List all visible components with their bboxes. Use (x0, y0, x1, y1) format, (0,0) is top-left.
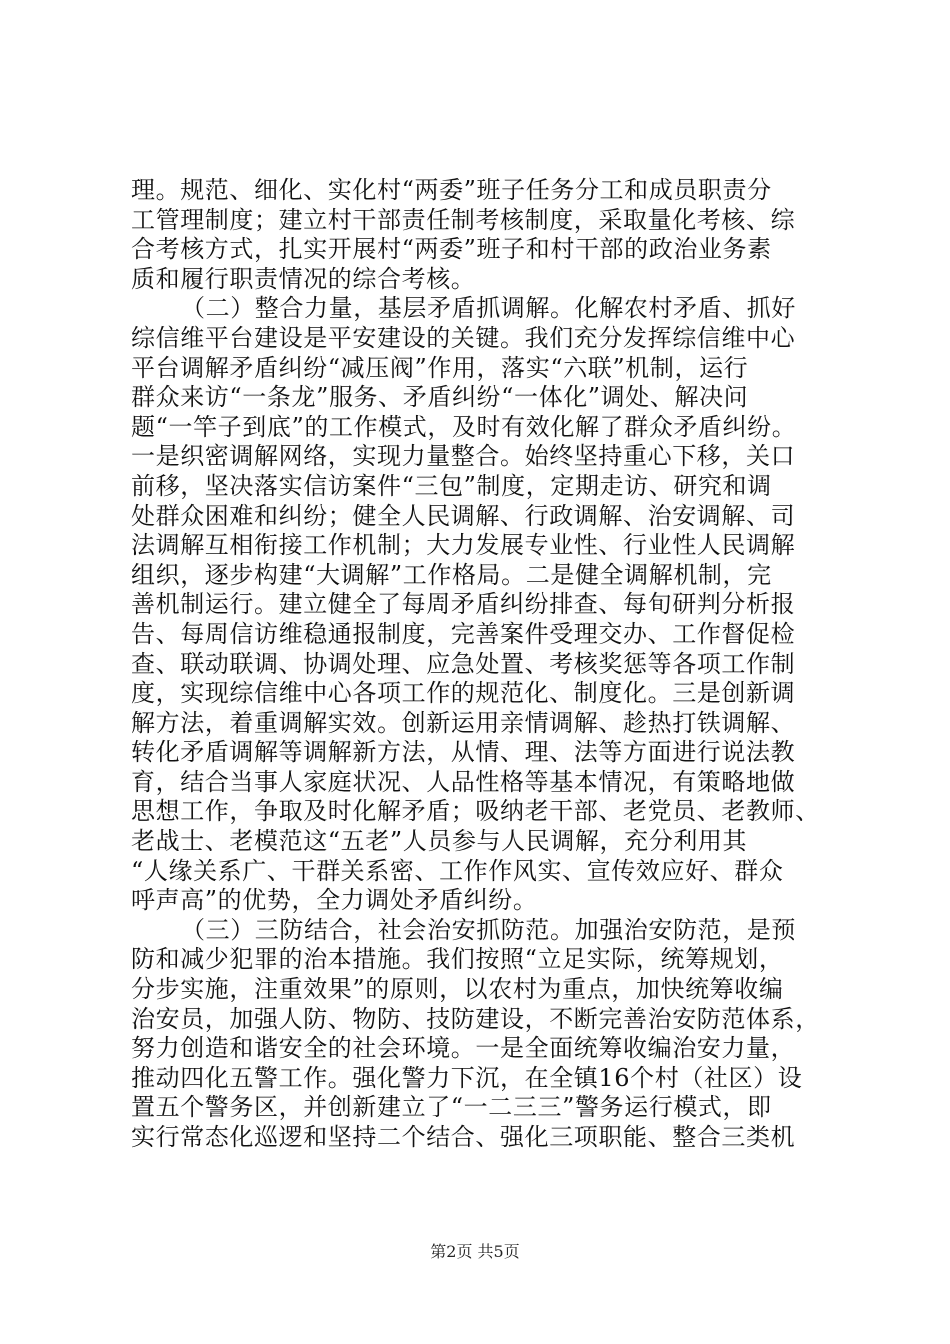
text-line: 工管理制度；建立村干部责任制考核制度，采取量化考核、综 (131, 205, 796, 234)
body-text (131, 176, 831, 1153)
text-line: 综信维平台建设是平安建设的关键。我们充分发挥综信维中心 (131, 323, 796, 352)
text-line: 群众来访“一条龙”服务、矛盾纠纷“一体化”调处、解决问 (131, 383, 749, 412)
text-line: 查、联动联调、协调处理、应急处置、考核奖惩等各项工作制 (131, 649, 796, 678)
text-line: 告、每周信访维稳通报制度，完善案件受理交办、工作督促检 (131, 619, 796, 648)
text-line: 防和减少犯罪的治本措施。我们按照“立足实际，统筹规划， (131, 945, 784, 974)
text-line: “人缘关系广、干群关系密、工作作风实、宣传效应好、群众 (131, 856, 784, 885)
text-line: 置五个警务区，并创新建立了“一二三三”警务运行模式，即 (131, 1093, 772, 1122)
text-line: 分步实施，注重效果”的原则，以农村为重点，加快统筹收编 (131, 975, 784, 1004)
page-footer: 第2页 共5页 (430, 1242, 520, 1261)
text-line: 处群众困难和纠纷；健全人民调解、行政调解、治安调解、司 (131, 501, 796, 530)
text-line: 治安员，加强人防、物防、技防建设，不断完善治安防范体系， (131, 1004, 820, 1033)
text-line: 努力创造和谐安全的社会环境。一是全面统筹收编治安力量， (131, 1034, 796, 1063)
text-line: 善机制运行。建立健全了每周矛盾纠纷排查、每旬研判分析报 (131, 590, 796, 619)
text-line: 一是织密调解网络，实现力量整合。始终坚持重心下移，关口 (131, 442, 796, 471)
text-line: 老战士、老模范这“五老”人员参与人民调解，充分利用其 (131, 827, 748, 856)
text-line: （三）三防结合，社会治安抓防范。加强治安防范，是预 (181, 915, 796, 944)
text-line: 法调解互相衔接工作机制；大力发展专业性、行业性人民调解 (131, 531, 796, 560)
text-line: 育，结合当事人家庭状况、人品性格等基本情况，有策略地做 (131, 767, 796, 796)
text-line: 题“一竿子到底”的工作模式，及时有效化解了群众矛盾纠纷。 (131, 412, 797, 441)
text-line: 前移，坚决落实信访案件“三包”制度，定期走访、研究和调 (131, 471, 772, 500)
text-line: 质和履行职责情况的综合考核。 (131, 264, 476, 293)
text-line: 推动四化五警工作。强化警力下沉，在全镇16个村（社区）设 (131, 1063, 803, 1092)
text-line: （二）整合力量，基层矛盾抓调解。化解农村矛盾、抓好 (181, 294, 796, 323)
text-line: 呼声高”的优势，全力调处矛盾纠纷。 (131, 886, 538, 915)
text-line: 度，实现综信维中心各项工作的规范化、制度化。三是创新调 (131, 679, 796, 708)
text-line: 理。规范、细化、实化村“两委”班子任务分工和成员职责分 (131, 176, 772, 204)
text-line: 思想工作，争取及时化解矛盾；吸纳老干部、老党员、老教师、 (131, 797, 820, 826)
text-line: 实行常态化巡逻和坚持二个结合、强化三项职能、整合三类机 (131, 1123, 796, 1151)
text-line: 合考核方式，扎实开展村“两委”班子和村干部的政治业务素 (131, 235, 772, 264)
text-line: 转化矛盾调解等调解新方法，从情、理、法等方面进行说法教 (131, 738, 796, 767)
text-line: 解方法，着重调解实效。创新运用亲情调解、趁热打铁调解、 (131, 708, 796, 737)
text-line: 平台调解矛盾纠纷“减压阀”作用，落实“六联”机制，运行 (131, 353, 749, 382)
text-line: 组织，逐步构建“大调解”工作格局。二是健全调解机制，完 (131, 560, 772, 589)
